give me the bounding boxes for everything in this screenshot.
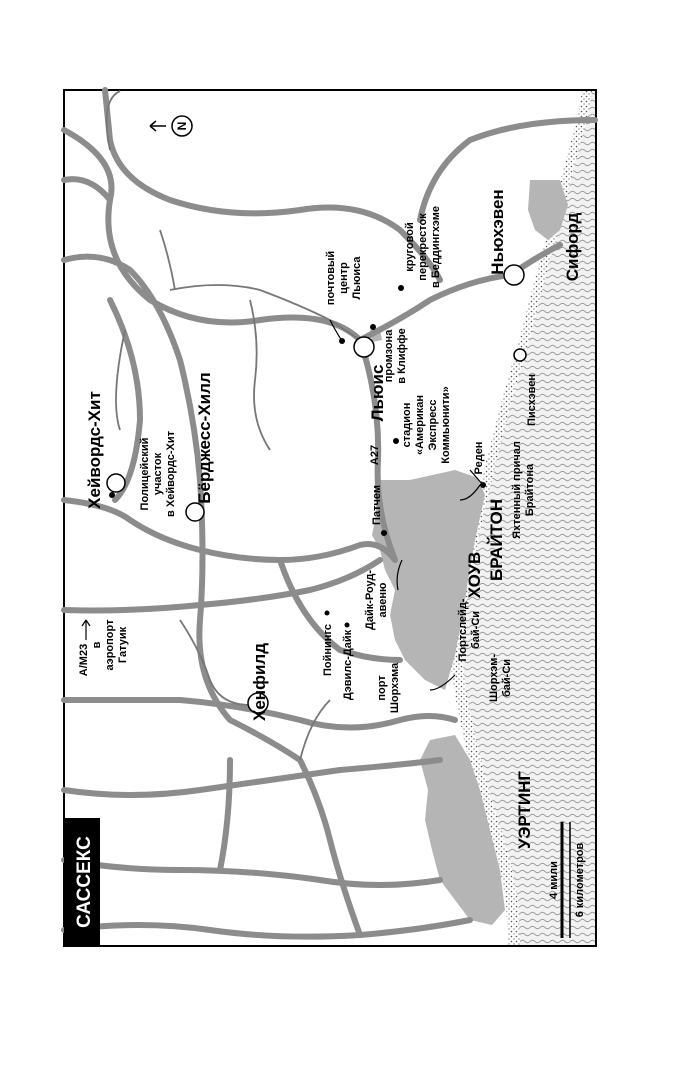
- gatwick-label-2: в: [91, 641, 103, 649]
- roundabout-label-3: в Беддингхэме: [430, 206, 442, 288]
- stadium-label-1: стадион: [401, 402, 413, 448]
- gatwick-label-1: A/M23: [78, 643, 90, 677]
- devils-dyke-label: Дэвилс-Дайк: [342, 629, 354, 701]
- portslade-label-2: бай-Си: [470, 610, 482, 650]
- police-label-1: Полицейский: [139, 437, 151, 511]
- svg-text:N: N: [175, 121, 189, 131]
- roundabout-label-2: перекресток: [417, 213, 429, 281]
- postal-label-3: Льюиса: [351, 256, 363, 300]
- map-title: САССЕКС: [74, 836, 95, 928]
- stadium-label-3: Экспресс: [427, 399, 439, 451]
- worthing-label: УЭРТИНГ: [515, 770, 534, 850]
- poynings-label: Пойнингс: [322, 624, 334, 676]
- shoreham-label-2: бай-Си: [501, 658, 513, 698]
- haywards-heath-label: Хейвордс-Хит: [85, 391, 104, 509]
- lewes-label: Льюис: [368, 364, 387, 422]
- haywards-heath-marker: [107, 474, 125, 492]
- police-label-2: участок: [152, 452, 164, 496]
- dyke-label-2: авеню: [377, 582, 389, 618]
- roundabout-label-1: круговой: [404, 222, 416, 272]
- newhaven-label: Ньюхэвен: [488, 189, 507, 275]
- marina-label-1: Яхтенный причал: [511, 441, 523, 539]
- patcham-label: Патчем: [371, 485, 383, 525]
- port-shoreham-label-1: порт: [376, 675, 388, 701]
- henfield-label: Хенфилд: [250, 643, 269, 721]
- a27-label: A27: [369, 444, 381, 466]
- port-shoreham-label-2: Шорхэма: [389, 662, 401, 714]
- burgess-hill-label: Бёрджесс-Хилл: [195, 372, 214, 504]
- scale-km-label: 6 километров: [574, 842, 586, 918]
- stadium-label-4: Коммьюнити»: [440, 386, 452, 464]
- marina-label-2: Брайтона: [524, 463, 536, 517]
- cliffe-label-1: промзона: [383, 329, 395, 383]
- scale-miles-label: 4 мили: [548, 861, 560, 899]
- police-label-3: в Хейвордс-Хит: [165, 431, 177, 517]
- burgess-hill-marker: [186, 503, 204, 521]
- portslade-label-1: Портслейд-: [457, 598, 469, 662]
- stadium-label-2: «Американ: [414, 394, 426, 456]
- shoreham-label-1: Шорхэм-: [488, 653, 500, 703]
- hove-label: ХОУВ: [465, 551, 484, 599]
- newhaven-marker: [504, 265, 524, 285]
- lewes-marker: [354, 337, 374, 357]
- rodean-label: Реден: [473, 441, 485, 475]
- seaford-label: Сифорд: [563, 212, 582, 282]
- peacehaven-label: Писхэвен: [526, 373, 538, 427]
- brighton-label: БРАЙТОН: [487, 498, 506, 582]
- dyke-label-1: Дайк-Роуд-: [364, 569, 376, 631]
- gatwick-label-4: Гатуик: [117, 626, 129, 664]
- postal-label-1: почтовый: [325, 250, 337, 306]
- cliffe-label-2: в Клиффе: [396, 328, 408, 384]
- gatwick-label-3: аэропорт: [104, 619, 116, 671]
- postal-label-2: центр: [338, 262, 350, 294]
- peacehaven-marker: [514, 349, 526, 361]
